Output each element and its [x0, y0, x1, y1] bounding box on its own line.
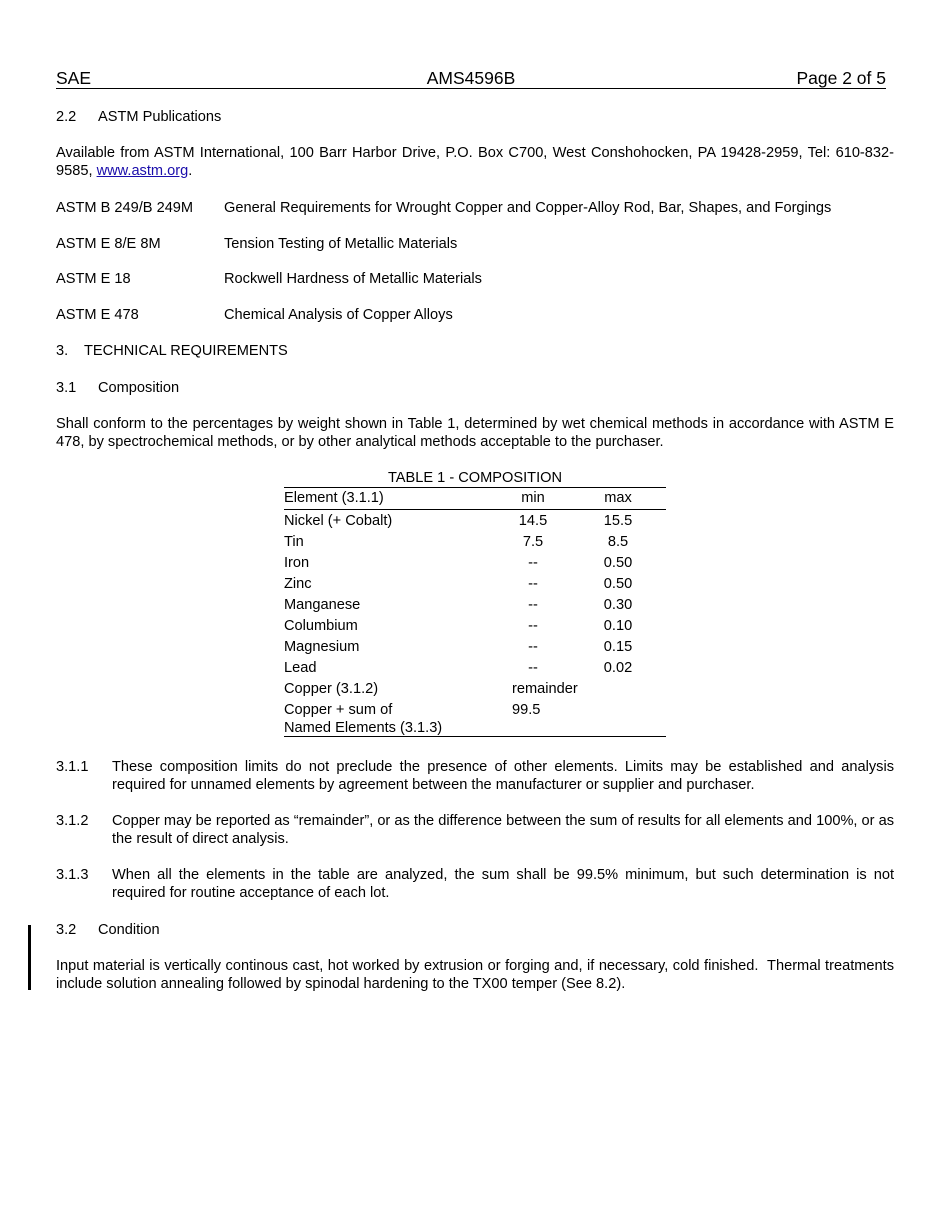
note-text: These composition limits do not preclude the presence of other elements. Limits may be established and analysis required for unnamed elements by agreement between the manufacturer or supplier and purchaser. — [112, 759, 894, 793]
table-header — [284, 488, 666, 510]
section-3-1-heading — [56, 379, 894, 397]
header-page-number: Page 2 of 5 — [796, 68, 886, 88]
cell-element — [284, 701, 442, 737]
reference-code: ASTM E 18 — [56, 271, 131, 287]
header-doc-number: AMS4596B — [426, 68, 516, 88]
header-org: SAE — [56, 68, 92, 88]
reference-item — [56, 306, 894, 324]
table-row — [284, 510, 666, 531]
cell-element: Iron — [284, 555, 310, 571]
reference-title: Rockwell Hardness of Metallic Materials — [224, 271, 482, 287]
section-2-2-heading — [56, 108, 894, 126]
table-row — [284, 531, 666, 552]
cell-max: 0.30 — [603, 597, 633, 613]
reference-item — [56, 235, 894, 253]
cell-value: remainder — [512, 681, 578, 697]
cell-max: 0.10 — [603, 618, 633, 634]
note-number: 3.1.1 — [56, 759, 89, 775]
section-title: Condition — [98, 922, 160, 938]
revision-change-bar — [28, 925, 31, 990]
reference-title: Chemical Analysis of Copper Alloys — [224, 307, 453, 323]
cell-element: Magnesium — [284, 639, 360, 655]
cell-min: -- — [528, 660, 538, 676]
cell-min: -- — [528, 576, 538, 592]
cell-element: Nickel (+ Cobalt) — [284, 513, 393, 529]
composition-table — [284, 470, 666, 737]
composition-paragraph: Shall conform to the percentages by weight shown in Table 1, determined by wet chemical methods in accordance with ASTM E 478, by spectrochemical methods, or by other analytical methods acceptable to the purchaser. — [56, 416, 894, 450]
table-row — [284, 699, 666, 737]
astm-website-link[interactable]: www.astm.org — [96, 163, 189, 179]
note-3-1-1 — [56, 758, 894, 794]
astm-availability-paragraph — [56, 144, 894, 180]
cell-max: 8.5 — [607, 534, 629, 550]
reference-code: ASTM E 8/E 8M — [56, 236, 161, 252]
reference-title: Tension Testing of Metallic Materials — [224, 236, 458, 252]
note-text: Copper may be reported as “remainder”, or as the difference between the sum of results for all elements and 100%, or as the result of direct analysis. — [112, 813, 894, 847]
reference-item — [56, 270, 894, 288]
column-header-element: Element (3.1.1) — [284, 490, 384, 506]
reference-code: ASTM B 249/B 249M — [56, 200, 194, 216]
reference-code: ASTM E 478 — [56, 307, 139, 323]
availability-end: . — [188, 163, 193, 179]
table-row — [284, 636, 666, 657]
table-row — [284, 573, 666, 594]
section-number: 2.2 — [56, 109, 77, 125]
table-row — [284, 657, 666, 678]
page-header — [56, 68, 886, 89]
cell-max: 0.50 — [603, 555, 633, 571]
cell-value: 99.5 — [512, 702, 541, 718]
cell-element: Tin — [284, 534, 304, 550]
table-row — [284, 552, 666, 573]
section-title: Composition — [98, 380, 180, 396]
cell-min: -- — [528, 639, 538, 655]
cell-min: -- — [528, 618, 538, 634]
cell-max: 0.15 — [603, 639, 633, 655]
reference-title: General Requirements for Wrought Copper and Copper-Alloy Rod, Bar, Shapes, and Forgings — [224, 200, 832, 216]
column-header-min: min — [521, 490, 545, 506]
section-3-2-heading — [56, 921, 894, 939]
cell-element: Zinc — [284, 576, 312, 592]
table-row — [284, 678, 666, 699]
column-header-max: max — [604, 490, 632, 506]
cell-min: 14.5 — [518, 513, 548, 529]
section-title: ASTM Publications — [98, 109, 222, 125]
section-number: 3.2 — [56, 922, 77, 938]
reference-item — [56, 199, 894, 217]
section-number: 3. — [56, 343, 69, 359]
cell-min: 7.5 — [522, 534, 544, 550]
note-number: 3.1.3 — [56, 867, 89, 883]
cell-element-line: Named Elements (3.1.3) — [284, 720, 443, 736]
table-title: TABLE 1 - COMPOSITION — [284, 470, 666, 488]
note-3-1-2 — [56, 812, 894, 848]
cell-min: -- — [528, 597, 538, 613]
cell-element: Columbium — [284, 618, 358, 634]
section-3-heading — [56, 342, 894, 360]
section-number: 3.1 — [56, 380, 77, 396]
cell-max: 0.02 — [603, 660, 633, 676]
cell-min: -- — [528, 555, 538, 571]
table-row — [284, 594, 666, 615]
condition-paragraph: Input material is vertically continous cast, hot worked by extrusion or forging and, if necessary, cold finished. Thermal treatments include solution annealing followed by spinodal hardening to the TX00 temper (See 8.2). — [56, 958, 899, 992]
note-3-1-3 — [56, 866, 894, 902]
cell-element: Manganese — [284, 597, 361, 613]
table-row — [284, 615, 666, 636]
note-number: 3.1.2 — [56, 813, 89, 829]
cell-element: Lead — [284, 660, 317, 676]
cell-max: 0.50 — [603, 576, 633, 592]
cell-element-line: Copper + sum of — [284, 702, 393, 718]
availability-text: Available from ASTM International, 100 Barr Harbor Drive, P.O. Box C700, West Conshohocken, PA 19428-2959, Tel: 610-832-9585, — [56, 145, 894, 179]
section-title: TECHNICAL REQUIREMENTS — [84, 343, 288, 359]
note-text: When all the elements in the table are analyzed, the sum shall be 99.5% minimum, but such determination is not required for routine acceptance of each lot. — [112, 867, 894, 901]
cell-max: 15.5 — [603, 513, 633, 529]
cell-element: Copper (3.1.2) — [284, 681, 379, 697]
